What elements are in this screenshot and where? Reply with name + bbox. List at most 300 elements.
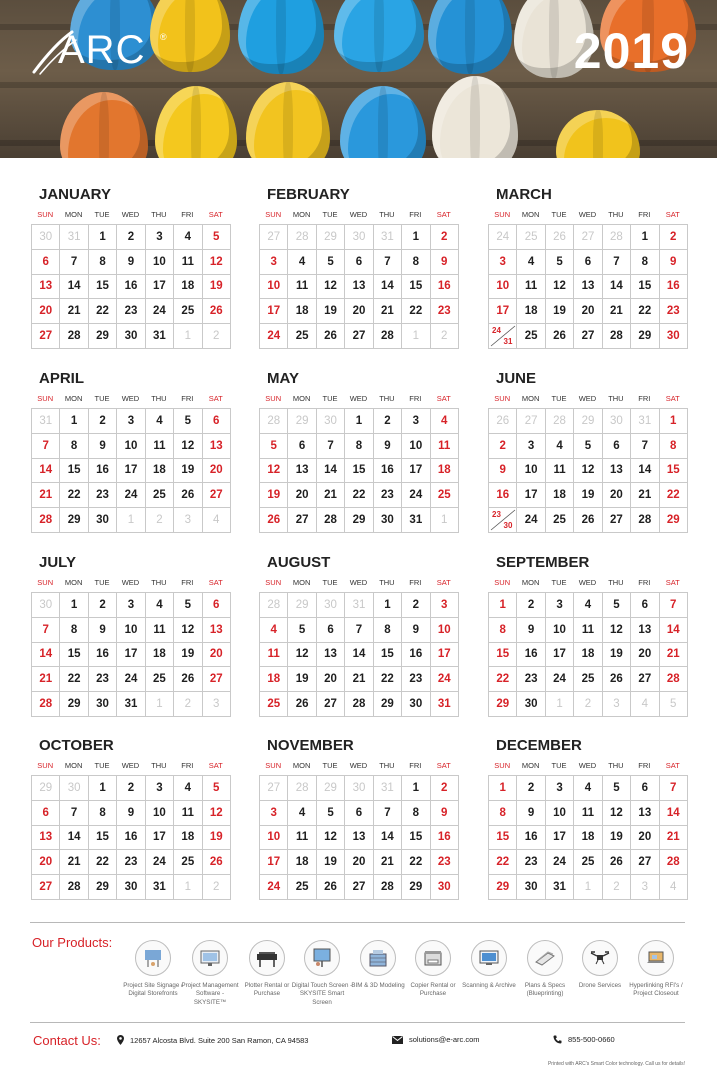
day-cell: 23: [374, 483, 402, 508]
day-cell: 13: [345, 826, 373, 851]
weekday-header: [259, 578, 458, 592]
header-banner: [0, 0, 717, 158]
day-grid: [31, 592, 231, 717]
day-cell: 10: [546, 618, 574, 643]
day-cell: 21: [60, 850, 88, 875]
product-label: Plans & Specs (Blueprinting): [524, 982, 566, 998]
products-title: Our Products:: [32, 935, 113, 950]
day-cell: 7: [60, 801, 88, 826]
day-cell: 5: [660, 692, 688, 717]
day-grid: [31, 408, 231, 533]
day-cell: 31: [374, 776, 402, 801]
day-cell: 8: [89, 250, 117, 275]
weekday-label: TUE: [322, 210, 338, 219]
day-cell: 16: [402, 643, 430, 668]
day-cell: 16: [117, 275, 145, 300]
day-cell: 18: [574, 826, 602, 851]
day-cell: 25: [260, 692, 288, 717]
day-cell: 2: [203, 875, 231, 900]
helmet-blue-image: [428, 0, 512, 74]
day-cell: 16: [89, 643, 117, 668]
day-cell: 8: [374, 618, 402, 643]
day-cell: 8: [489, 618, 517, 643]
day-cell: 5: [174, 409, 202, 434]
day-cell: 25: [288, 324, 316, 349]
day-cell: 21: [660, 826, 688, 851]
day-cell: 16: [431, 275, 459, 300]
day-cell: 9: [517, 801, 545, 826]
day-cell: 1: [174, 324, 202, 349]
month-title: JUNE: [496, 370, 537, 387]
day-grid: [488, 408, 688, 533]
weekday-label: THU: [379, 394, 395, 403]
weekday-label: TUE: [551, 761, 567, 770]
day-cell: 5: [546, 250, 574, 275]
day-cell: 1: [431, 508, 459, 533]
day-cell: 2: [374, 409, 402, 434]
weekday-label: FRI: [181, 210, 194, 219]
day-cell: 24: [546, 850, 574, 875]
day-cell: 5: [317, 250, 345, 275]
day-cell: 28: [374, 875, 402, 900]
weekday-label: SUN: [265, 761, 282, 770]
day-cell: 31: [345, 593, 373, 618]
day-cell: 29: [60, 692, 88, 717]
weekday-label: THU: [608, 578, 624, 587]
day-cell: 6: [317, 618, 345, 643]
day-cell: 18: [174, 826, 202, 851]
day-cell: 7: [631, 434, 659, 459]
day-cell: 26: [603, 667, 631, 692]
product-item[interactable]: [402, 940, 464, 999]
day-cell: 4: [174, 225, 202, 250]
day-cell: 1: [345, 409, 373, 434]
weekday-label: SAT: [665, 761, 680, 770]
weekday-label: TUE: [551, 210, 567, 219]
weekday-label: SUN: [494, 210, 511, 219]
day-cell: 10: [402, 434, 430, 459]
day-cell: 13: [574, 275, 602, 300]
day-cell: 10: [431, 618, 459, 643]
day-cell: 17: [117, 643, 145, 668]
day-cell: 11: [517, 275, 545, 300]
weekday-label: SUN: [494, 578, 511, 587]
day-cell: 20: [288, 483, 316, 508]
day-grid: [488, 592, 688, 717]
day-cell: 23: [517, 850, 545, 875]
day-grid: [488, 224, 688, 349]
calendar-year: 2019: [573, 23, 689, 79]
weekday-header: [488, 394, 687, 408]
day-cell: 24: [489, 225, 517, 250]
day-cell: 28: [631, 508, 659, 533]
weekday-label: FRI: [409, 210, 422, 219]
day-cell: 14: [374, 275, 402, 300]
weekday-label: MON: [521, 394, 540, 403]
day-cell: 6: [203, 593, 231, 618]
day-cell: 2: [431, 324, 459, 349]
day-cell: 5: [603, 593, 631, 618]
day-cell: 1: [146, 692, 174, 717]
day-cell: 6: [32, 250, 60, 275]
day-cell: 16: [117, 826, 145, 851]
day-cell: 14: [32, 459, 60, 484]
day-cell: 17: [489, 299, 517, 324]
day-cell: 2: [89, 593, 117, 618]
product-label: Hyperlinking RFI's / Project Closeout: [629, 982, 683, 998]
product-item[interactable]: [122, 940, 184, 999]
product-item[interactable]: [179, 940, 241, 1007]
product-item[interactable]: [569, 940, 631, 990]
day-cell: 11: [574, 801, 602, 826]
day-cell: 15: [402, 275, 430, 300]
day-cell: 15: [489, 826, 517, 851]
weekday-label: MON: [292, 210, 311, 219]
day-cell: 2: [431, 225, 459, 250]
day-cell: 9: [89, 618, 117, 643]
day-cell: 28: [260, 593, 288, 618]
day-cell: 12: [288, 643, 316, 668]
month-title: DECEMBER: [496, 737, 582, 754]
day-cell: 29: [89, 875, 117, 900]
day-cell: 18: [146, 459, 174, 484]
month-january: [31, 186, 230, 349]
weekday-label: SUN: [37, 210, 54, 219]
day-cell: 19: [203, 826, 231, 851]
day-cell: 3: [546, 593, 574, 618]
day-cell: 14: [374, 826, 402, 851]
day-cell: 6: [345, 250, 373, 275]
weekday-label: THU: [379, 578, 395, 587]
day-cell: 17: [117, 459, 145, 484]
day-cell: 15: [489, 643, 517, 668]
day-cell: 30: [431, 875, 459, 900]
weekday-label: THU: [151, 578, 167, 587]
day-cell: 18: [574, 643, 602, 668]
day-cell: 15: [345, 459, 373, 484]
day-cell: 1: [489, 776, 517, 801]
day-cell: 31: [117, 692, 145, 717]
day-cell: 31: [146, 324, 174, 349]
weekday-label: SUN: [265, 394, 282, 403]
day-cell: 10: [260, 826, 288, 851]
day-cell: 25: [146, 483, 174, 508]
day-cell: 21: [631, 483, 659, 508]
day-cell: 17: [546, 826, 574, 851]
day-cell: 27: [517, 409, 545, 434]
day-cell: 24: [117, 483, 145, 508]
weekday-label: MON: [64, 578, 83, 587]
weekday-label: WED: [578, 761, 597, 770]
day-cell: 20: [32, 850, 60, 875]
day-cell: 19: [603, 643, 631, 668]
day-cell: 28: [32, 508, 60, 533]
day-cell: 20: [631, 643, 659, 668]
day-cell: 9: [374, 434, 402, 459]
day-cell: 15: [402, 826, 430, 851]
month-april: [31, 370, 230, 533]
product-label: Plotter Rental or Purchase: [244, 982, 290, 998]
day-cell: 14: [317, 459, 345, 484]
day-cell: 28: [546, 409, 574, 434]
day-cell: 19: [174, 459, 202, 484]
day-cell: 13: [345, 275, 373, 300]
day-cell: 27: [317, 692, 345, 717]
day-cell: 13: [603, 459, 631, 484]
product-label: Digital Touch Screen - SKYSITE Smart Screen: [291, 982, 353, 1006]
weekday-label: MON: [521, 578, 540, 587]
day-cell: 7: [660, 776, 688, 801]
day-cell: 19: [288, 667, 316, 692]
day-cell: 13: [203, 618, 231, 643]
day-cell: 1: [660, 409, 688, 434]
day-cell: 2: [174, 692, 202, 717]
helmet-yellow-image: [155, 86, 237, 158]
month-november: [259, 737, 458, 900]
day-cell: 9: [117, 250, 145, 275]
day-cell: 16: [660, 275, 688, 300]
weekday-label: TUE: [322, 761, 338, 770]
weekday-label: WED: [121, 394, 140, 403]
day-cell: 24: [431, 667, 459, 692]
day-cell: 21: [603, 299, 631, 324]
day-cell: 23: [89, 483, 117, 508]
day-cell: 24: [260, 875, 288, 900]
weekday-label: TUE: [94, 394, 110, 403]
day-cell: 22: [374, 667, 402, 692]
day-cell: 28: [60, 324, 88, 349]
weekday-label: TUE: [94, 210, 110, 219]
weekday-label: THU: [379, 210, 395, 219]
weekday-label: WED: [578, 578, 597, 587]
product-item[interactable]: [458, 940, 520, 990]
month-august: [259, 554, 458, 717]
weekday-label: WED: [578, 210, 597, 219]
day-cell: 18: [288, 299, 316, 324]
weekday-label: FRI: [638, 394, 651, 403]
weekday-label: MON: [64, 761, 83, 770]
day-cell: 4: [660, 875, 688, 900]
day-cell: 23: [517, 667, 545, 692]
weekday-header: [31, 578, 230, 592]
day-cell: 7: [374, 250, 402, 275]
day-cell: 5: [574, 434, 602, 459]
day-cell: 29: [489, 875, 517, 900]
day-cell: 30: [117, 875, 145, 900]
day-cell: 11: [146, 434, 174, 459]
day-cell: 5: [603, 776, 631, 801]
weekday-label: SAT: [665, 394, 680, 403]
day-cell: 1: [402, 324, 430, 349]
day-cell: 1: [631, 225, 659, 250]
day-cell: 27: [631, 667, 659, 692]
day-cell: 25: [574, 667, 602, 692]
day-cell: 29: [317, 776, 345, 801]
day-cell: 4: [546, 434, 574, 459]
day-cell: 29: [288, 593, 316, 618]
day-cell: 28: [60, 875, 88, 900]
product-item[interactable]: [625, 940, 687, 999]
day-cell: 30: [517, 875, 545, 900]
day-cell: 27: [345, 324, 373, 349]
day-cell: 18: [431, 459, 459, 484]
weekday-label: WED: [349, 210, 368, 219]
laptop-icon: [638, 940, 674, 976]
day-cell: 18: [260, 667, 288, 692]
helmet-yellow-image: [556, 110, 640, 158]
day-cell: 29: [288, 409, 316, 434]
day-cell: 12: [603, 801, 631, 826]
product-item[interactable]: [291, 940, 353, 1007]
helmet-blue-image: [340, 86, 426, 158]
day-cell: 26: [574, 508, 602, 533]
day-cell: 3: [517, 434, 545, 459]
day-cell: 12: [260, 459, 288, 484]
day-cell: 28: [317, 508, 345, 533]
day-cell: 23: [117, 850, 145, 875]
day-cell: 27: [345, 875, 373, 900]
envelope-icon: [392, 1036, 403, 1044]
day-cell: 19: [603, 826, 631, 851]
day-cell: 3: [631, 875, 659, 900]
day-cell: 31: [431, 692, 459, 717]
weekday-label: FRI: [409, 578, 422, 587]
day-cell: 5: [288, 618, 316, 643]
day-cell: 22: [489, 850, 517, 875]
day-cell: 8: [89, 801, 117, 826]
drone-icon: [582, 940, 618, 976]
day-cell: 24: [546, 667, 574, 692]
product-item[interactable]: [347, 940, 409, 990]
day-cell: 16: [517, 826, 545, 851]
day-cell: 21: [317, 483, 345, 508]
day-cell: 6: [603, 434, 631, 459]
weekday-label: THU: [608, 210, 624, 219]
day-cell: 25: [517, 324, 545, 349]
day-cell: 31: [32, 409, 60, 434]
day-cell: 10: [117, 434, 145, 459]
day-cell: 28: [603, 225, 631, 250]
day-cell: 6: [203, 409, 231, 434]
day-cell: 28: [660, 850, 688, 875]
day-cell: 11: [146, 618, 174, 643]
day-cell: 1: [574, 875, 602, 900]
day-cell: 13: [631, 801, 659, 826]
weekday-label: TUE: [322, 394, 338, 403]
day-cell: 3: [117, 593, 145, 618]
day-cell: 2: [203, 324, 231, 349]
day-cell: 31: [60, 225, 88, 250]
day-cell: 26: [174, 667, 202, 692]
day-cell: 12: [203, 801, 231, 826]
day-cell: 29: [374, 692, 402, 717]
day-cell: 11: [174, 801, 202, 826]
day-cell: 13: [317, 643, 345, 668]
day-grid: [31, 775, 231, 900]
day-number-second: 30: [503, 520, 513, 530]
day-cell: 4: [431, 409, 459, 434]
day-cell: 30: [345, 776, 373, 801]
weekday-label: THU: [151, 394, 167, 403]
day-cell: 25: [574, 850, 602, 875]
day-cell: 20: [32, 299, 60, 324]
day-cell: 23: [89, 667, 117, 692]
day-cell: 26: [489, 409, 517, 434]
day-cell: 21: [345, 667, 373, 692]
weekday-label: TUE: [94, 761, 110, 770]
day-cell: 7: [32, 434, 60, 459]
day-cell: 6: [345, 801, 373, 826]
day-cell: 7: [660, 593, 688, 618]
email-link[interactable]: solutions@e-arc.com: [409, 1035, 480, 1044]
day-cell: 3: [146, 225, 174, 250]
day-cell: 20: [345, 850, 373, 875]
day-cell: 9: [89, 434, 117, 459]
divider: [30, 1022, 685, 1023]
day-cell: 7: [317, 434, 345, 459]
day-cell: 6: [32, 801, 60, 826]
day-cell: 29: [660, 508, 688, 533]
day-cell: 7: [345, 618, 373, 643]
day-cell: 14: [345, 643, 373, 668]
building-icon: [360, 940, 396, 976]
month-title: JANUARY: [39, 186, 111, 203]
day-cell: 3: [117, 409, 145, 434]
day-cell: 27: [288, 508, 316, 533]
day-cell: 13: [203, 434, 231, 459]
weekday-header: [259, 210, 458, 224]
weekday-header: [31, 761, 230, 775]
plotter-icon: [249, 940, 285, 976]
month-title: OCTOBER: [39, 737, 114, 754]
day-cell: 22: [89, 299, 117, 324]
day-cell: 2: [146, 508, 174, 533]
day-cell: [489, 324, 517, 349]
monitor-icon: [192, 940, 228, 976]
day-cell: 30: [317, 409, 345, 434]
divider: [30, 922, 685, 923]
day-cell: 24: [146, 850, 174, 875]
phone-number[interactable]: 855-500-0660: [568, 1035, 615, 1044]
product-item[interactable]: [514, 940, 576, 999]
day-cell: 4: [203, 508, 231, 533]
weekday-label: FRI: [181, 394, 194, 403]
day-cell: 1: [89, 225, 117, 250]
day-cell: 26: [288, 692, 316, 717]
weekday-label: TUE: [551, 578, 567, 587]
weekday-header: [259, 394, 458, 408]
weekday-header: [488, 578, 687, 592]
day-cell: 19: [260, 483, 288, 508]
day-cell: 1: [60, 593, 88, 618]
day-cell: 30: [517, 692, 545, 717]
weekday-label: FRI: [638, 578, 651, 587]
product-item[interactable]: [236, 940, 298, 999]
weekday-label: MON: [521, 210, 540, 219]
weekday-label: THU: [151, 761, 167, 770]
day-cell: 12: [174, 434, 202, 459]
weekday-label: TUE: [94, 578, 110, 587]
day-cell: 9: [402, 618, 430, 643]
day-cell: 25: [431, 483, 459, 508]
month-title: JULY: [39, 554, 76, 571]
day-cell: 23: [402, 667, 430, 692]
day-cell: 3: [431, 593, 459, 618]
day-cell: 23: [431, 299, 459, 324]
weekday-label: SAT: [436, 578, 451, 587]
day-cell: 24: [117, 667, 145, 692]
weekday-label: WED: [121, 578, 140, 587]
